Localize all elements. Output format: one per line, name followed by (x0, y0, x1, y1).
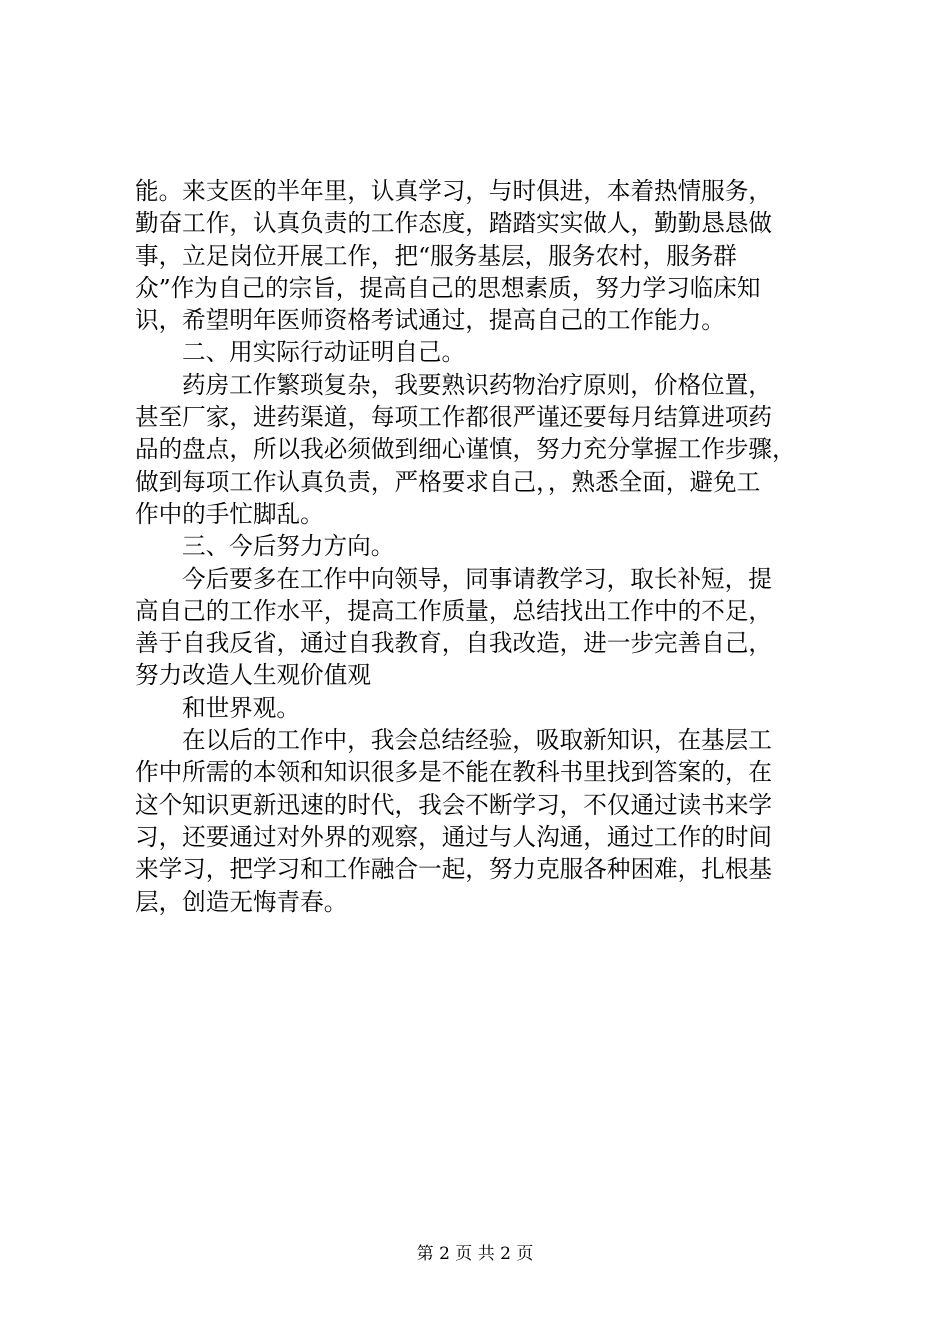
text-line: 甚至厂家，进药渠道，每项工作都很严谨还要每月结算进项药 (135, 403, 773, 432)
text-line: 高自己的工作水平，提高工作质量，总结找出工作中的不足， (135, 596, 773, 625)
text-line: 识，希望明年医师资格考试通过，提高自己的工作能力。 (135, 306, 725, 335)
text-line: 众”作为自己的宗旨，提高自己的思想素质，努力学习临床知 (135, 273, 761, 302)
text-line: 做到每项工作认真负责，严格要求自己，，熟悉全面，避免工 (135, 467, 761, 496)
text-line: 药房工作繁琐复杂，我要熟识药物治疗原则，价格位置， (182, 370, 772, 399)
text-line: 作中的手忙脚乱。 (135, 499, 324, 528)
text-line: 努力改造人生观价值观 (135, 661, 371, 690)
text-line: 善于自我反省，通过自我教育，自我改造，进一步完善自己， (135, 629, 773, 658)
text-line: 在以后的工作中，我会总结经验，吸取新知识，在基层工 (182, 726, 772, 755)
text-line: 品的盘点，所以我必须做到细心谨慎，努力充分掌握工作步骤， (135, 435, 796, 464)
text-line: 二、用实际行动证明自己。 (182, 338, 466, 367)
text-line: 来学习，把学习和工作融合一起，努力克服各种困难，扎根基 (135, 855, 773, 884)
text-line: 事，立足岗位开展工作，把“服务基层，服务农村，服务群 (135, 241, 737, 270)
text-line: 三、今后努力方向。 (182, 532, 395, 561)
text-line: 勤奋工作，认真负责的工作态度，踏踏实实做人，勤勤恳恳做 (135, 209, 773, 238)
page-footer: 第 2 页 共 2 页 (416, 1244, 534, 1264)
text-line: 作中所需的本领和知识很多是不能在教科书里找到答案的，在 (135, 758, 773, 787)
document-body (135, 175, 825, 918)
text-line: 层，创造无悔青春。 (135, 887, 348, 916)
text-line: 习，还要通过对外界的观察，通过与人沟通，通过工作的时间 (135, 822, 773, 851)
text-line: 和世界观。 (182, 693, 300, 722)
text-line: 今后要多在工作中向领导，同事请教学习，取长补短，提 (182, 564, 772, 593)
text-line: 能。来支医的半年里，认真学习，与时俱进，本着热情服务， (135, 177, 773, 205)
text-line: 这个知识更新迅速的时代，我会不断学习，不仅通过读书来学 (135, 790, 773, 819)
